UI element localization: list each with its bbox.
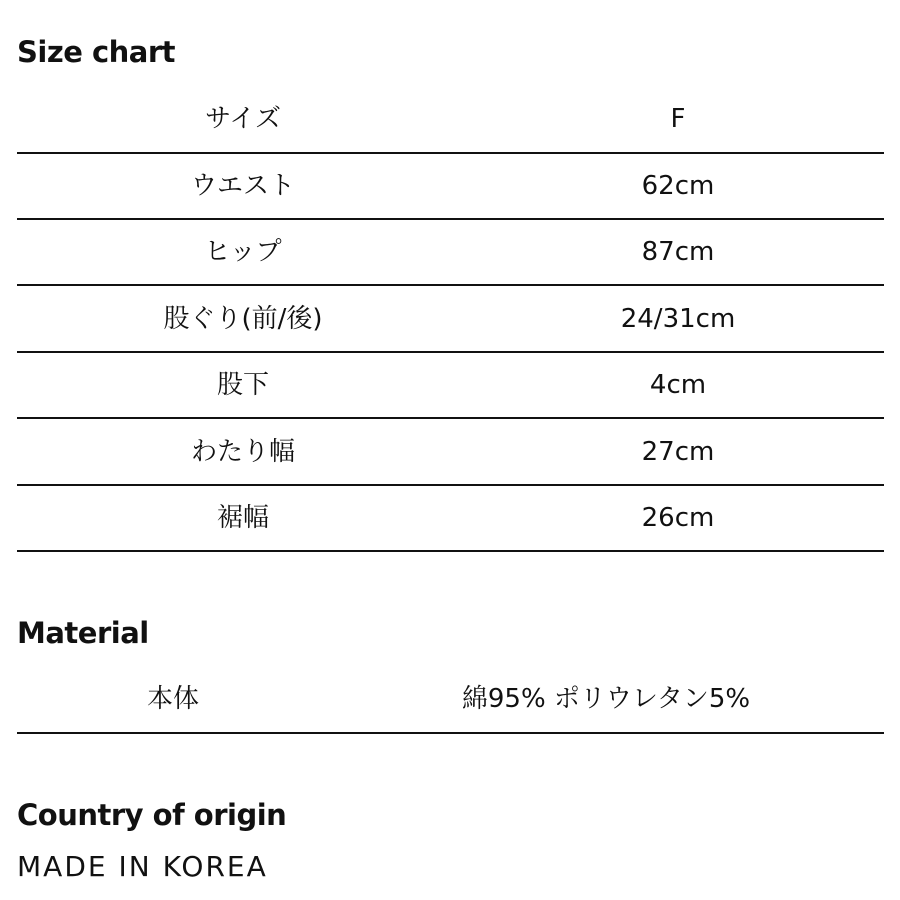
size-row-value: 87cm — [641, 237, 715, 267]
material-row-value: 綿95% ポリウレタン5% — [461, 684, 751, 714]
size-row-value: 4cm — [649, 370, 707, 400]
size-row-inseam — [17, 353, 884, 419]
size-row-value: 27cm — [641, 436, 715, 467]
size-row-label: ウエスト — [190, 171, 296, 201]
size-row-label: 股下 — [216, 370, 270, 400]
size-row-value: 24/31cm — [620, 303, 736, 334]
size-row-label: 股ぐり(前/後) — [163, 303, 323, 334]
size-row-thigh — [17, 419, 884, 486]
material-heading: Material — [17, 616, 149, 650]
size-row-value: F — [670, 104, 686, 134]
material-row-label: 本体 — [146, 684, 200, 714]
size-row-label: わたり幅 — [190, 436, 296, 467]
size-row-label: 裾幅 — [216, 503, 270, 533]
size-row-rise — [17, 286, 884, 353]
material-row-body — [17, 666, 884, 734]
size-row-value: 62cm — [641, 171, 715, 201]
size-row-hem — [17, 486, 884, 552]
size-row-size — [17, 86, 884, 154]
size-row-value: 26cm — [641, 503, 715, 533]
size-chart-heading: Size chart — [17, 35, 176, 69]
origin-value: MADE IN KOREA — [17, 850, 268, 883]
size-row-label: ヒップ — [204, 237, 282, 267]
origin-heading: Country of origin — [17, 798, 287, 832]
size-row-waist — [17, 154, 884, 220]
size-row-label: サイズ — [205, 104, 281, 134]
size-row-hip — [17, 220, 884, 286]
